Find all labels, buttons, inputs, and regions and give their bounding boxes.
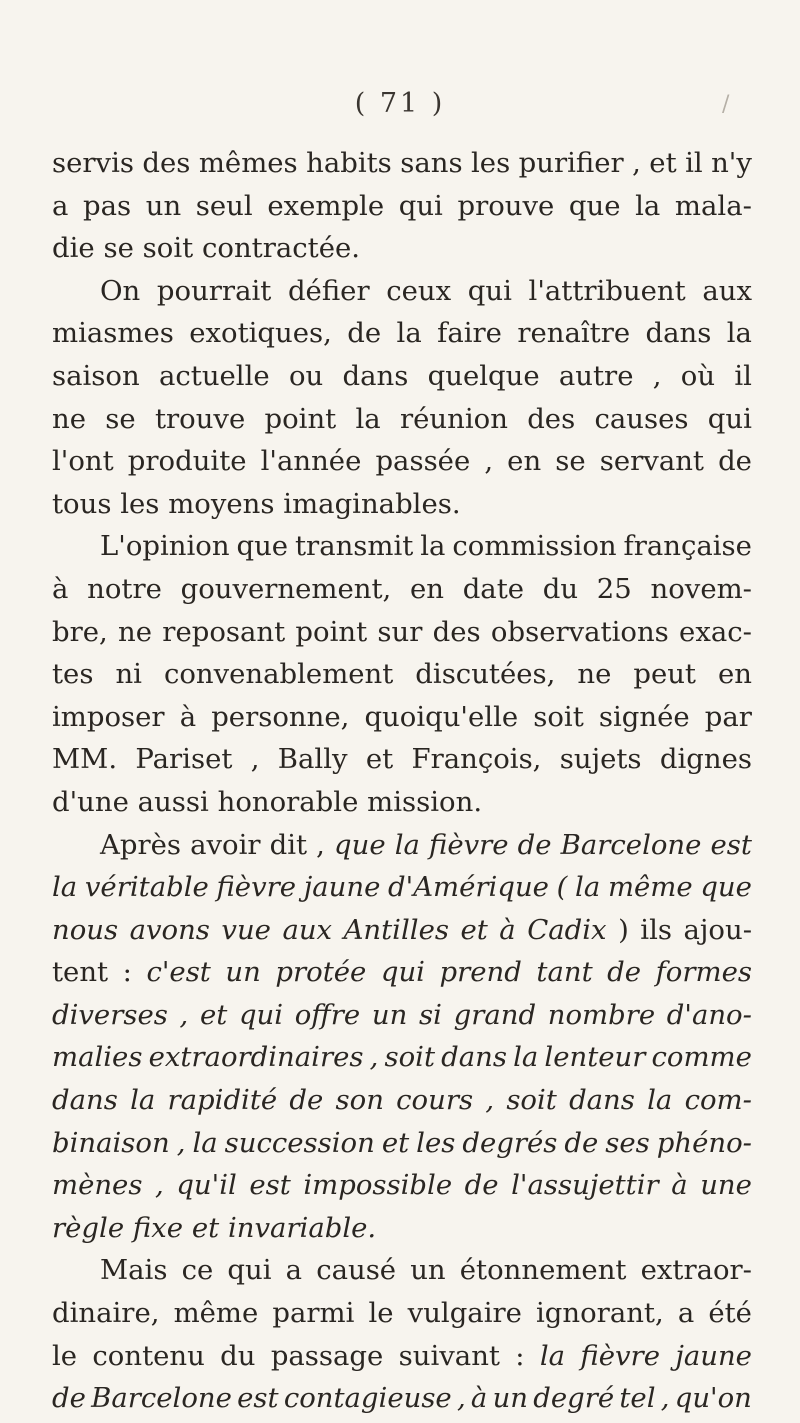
word: la: [355, 402, 381, 435]
word: ou: [288, 359, 324, 392]
italic-word: tel: [619, 1382, 656, 1415]
word: parmi: [272, 1297, 355, 1330]
italic-word: ,: [456, 1382, 466, 1415]
italic-word: d'Amérique: [388, 871, 549, 904]
word: ne: [52, 402, 86, 435]
italic-word: qui: [380, 956, 425, 989]
text-line: [52, 869, 752, 906]
word: d'une: [52, 785, 129, 818]
italic-word: la: [394, 828, 420, 861]
italic-word: impossible: [303, 1169, 453, 1202]
word: moyens: [168, 487, 275, 520]
italic-word: comme: [651, 1041, 752, 1074]
page-number: ( 71 ): [354, 88, 446, 119]
word: peut: [633, 658, 696, 691]
italic-word: un: [225, 956, 261, 989]
word: aussi: [137, 785, 209, 818]
word: personne,: [211, 700, 350, 733]
italic-word: fièvre: [216, 871, 297, 904]
word: tes: [52, 658, 94, 691]
word: de: [718, 445, 752, 478]
word: commission: [452, 530, 617, 563]
word: servant: [599, 445, 704, 478]
italic-word: c'est: [146, 956, 211, 989]
text-line: [52, 699, 752, 736]
italic-word: Barcelone: [560, 828, 702, 861]
word: On: [100, 274, 141, 307]
text-line: [52, 1167, 752, 1204]
italic-word: com-: [684, 1084, 752, 1117]
word: en: [717, 658, 752, 691]
text-line: [52, 358, 752, 395]
word: L'opinion: [100, 530, 230, 563]
italic-word: degrés: [462, 1126, 558, 1159]
italic-word: fièvre: [580, 1339, 660, 1372]
word: à: [52, 572, 69, 605]
italic-word: soit: [506, 1084, 557, 1117]
word: qui: [707, 402, 752, 435]
word: ajou-: [683, 913, 752, 946]
word: tent: [52, 956, 109, 989]
body-text: [52, 145, 752, 1423]
italic-word: nombre: [547, 998, 656, 1031]
italic-word: tant: [536, 956, 593, 989]
word: la: [420, 530, 446, 563]
word: ,: [484, 445, 494, 478]
italic-word: avons: [129, 913, 210, 946]
word: :: [122, 956, 132, 989]
italic-word: de: [517, 828, 552, 861]
word: que: [236, 530, 289, 563]
word: causes: [594, 402, 689, 435]
word: en: [409, 572, 444, 605]
word: étonnement: [459, 1254, 627, 1287]
corner-mark: /: [722, 92, 730, 117]
word: ne: [577, 658, 612, 691]
italic-word: ,: [155, 1169, 164, 1202]
word: les: [120, 487, 160, 520]
text-line: [52, 315, 752, 352]
italic-word: un: [371, 998, 408, 1031]
italic-word: qu'on: [674, 1382, 752, 1415]
word: dignes: [659, 743, 752, 776]
word: passage: [270, 1339, 384, 1372]
italic-word: la: [513, 1041, 539, 1074]
word: quoiqu'elle: [364, 700, 519, 733]
italic-word: de: [289, 1084, 324, 1117]
italic-word: son: [335, 1084, 384, 1117]
italic-word: jaune: [303, 871, 381, 904]
word: a: [677, 1297, 695, 1330]
italic-word: si: [419, 998, 442, 1031]
text-line: [52, 401, 752, 438]
word: ,: [250, 743, 260, 776]
italic-word: jaune: [675, 1339, 752, 1372]
word: les: [471, 147, 511, 179]
italic-word: une: [700, 1169, 752, 1202]
text-line: [52, 1252, 752, 1289]
italic-word: Antilles: [343, 913, 449, 946]
word: MM.: [52, 743, 118, 776]
italic-word: ,: [660, 1382, 670, 1415]
word: imposer: [52, 700, 165, 733]
word: actuelle: [158, 359, 270, 392]
word: soit: [142, 232, 194, 265]
word: Bally: [277, 743, 348, 776]
italic-word: est: [710, 828, 752, 861]
word: aux: [702, 274, 752, 307]
word: a: [52, 189, 69, 222]
italic-word: formes: [655, 956, 752, 989]
word: l'ont: [52, 445, 114, 478]
word: extraor-: [640, 1254, 752, 1287]
word: seul: [195, 189, 253, 222]
word: défier: [287, 274, 370, 307]
word: mêmes: [198, 147, 298, 179]
text-line: [52, 1125, 752, 1162]
italic-word: ,: [369, 1041, 379, 1074]
text-line: [52, 784, 752, 821]
italic-word: et: [460, 913, 488, 946]
italic-word: nous: [52, 913, 119, 946]
word: le: [52, 1339, 78, 1372]
word: prouve: [457, 189, 555, 222]
word: exac-: [679, 615, 752, 648]
word: par: [704, 700, 752, 733]
italic-word: dans: [52, 1084, 118, 1117]
word: trouve: [154, 402, 246, 435]
word: faire: [437, 317, 502, 350]
italic-word: cours: [396, 1084, 474, 1117]
italic-word: Cadix: [527, 913, 607, 946]
word: ): [618, 913, 629, 946]
word: point: [264, 402, 337, 435]
word: ignorant,: [536, 1297, 664, 1330]
italic-word: grand: [453, 998, 537, 1031]
italic-word: de: [607, 956, 642, 989]
word: un: [145, 189, 182, 222]
italic-word: extraordinaires: [148, 1041, 364, 1074]
italic-word: dans: [569, 1084, 635, 1117]
text-line: [52, 145, 752, 182]
word: des: [142, 147, 191, 179]
word: de: [347, 317, 382, 350]
word: ce: [181, 1254, 214, 1287]
word: reposant: [162, 615, 286, 648]
word: la: [635, 189, 661, 222]
italic-word: contagieuse: [283, 1382, 452, 1415]
word: suivant: [398, 1339, 500, 1372]
italic-word: qui: [238, 998, 284, 1031]
word: ni: [115, 658, 142, 691]
word: même: [173, 1297, 259, 1330]
italic-word: la: [647, 1084, 673, 1117]
italic-word: ,: [485, 1084, 495, 1117]
word: observations: [490, 615, 669, 648]
word: soit: [533, 700, 584, 733]
italic-word: prend: [439, 956, 522, 989]
word: honorable: [217, 785, 359, 818]
word: transmit: [295, 530, 414, 563]
word: qui: [467, 274, 512, 307]
italic-word: et: [381, 1126, 410, 1159]
text-line: [52, 273, 752, 310]
italic-word: vue: [221, 913, 271, 946]
word: imaginables.: [283, 487, 461, 520]
word: convenablement: [163, 658, 394, 691]
italic-word: ses: [605, 1126, 650, 1159]
word: réunion: [400, 402, 508, 435]
italic-word: l'assujettir: [511, 1169, 659, 1202]
italic-word: aux: [282, 913, 333, 946]
word: point: [295, 615, 368, 648]
word: ne: [118, 615, 153, 648]
italic-word: un: [492, 1382, 528, 1415]
italic-word: est: [249, 1169, 291, 1202]
word: renaître: [517, 317, 631, 350]
word: le: [368, 1297, 394, 1330]
word: n'y: [711, 147, 752, 179]
word: habits: [306, 147, 392, 179]
text-line: [52, 1338, 752, 1375]
text-line: [52, 486, 752, 523]
text-line: [52, 954, 752, 991]
word: Après: [100, 828, 181, 861]
italic-word: que: [334, 828, 386, 861]
italic-word: même: [607, 871, 693, 904]
italic-word: d'ano-: [666, 998, 752, 1031]
word: mission.: [367, 785, 483, 818]
italic-word: règle: [52, 1211, 125, 1244]
word: produite: [127, 445, 247, 478]
italic-word: à: [470, 1382, 488, 1415]
word: se: [555, 445, 586, 478]
italic-word: la: [575, 871, 601, 904]
word: l'attribuent: [528, 274, 686, 307]
italic-word: degré: [533, 1382, 615, 1415]
word: qui: [227, 1254, 272, 1287]
text-line: [52, 912, 752, 949]
word: Pariset: [135, 743, 233, 776]
italic-word: et: [199, 998, 228, 1031]
word: purifier: [518, 147, 624, 179]
italic-word: invariable.: [227, 1211, 377, 1244]
italic-word: les: [416, 1126, 456, 1159]
italic-word: la: [192, 1126, 218, 1159]
word: signée: [598, 700, 690, 733]
word: ,: [316, 828, 325, 861]
italic-word: véritable: [84, 871, 209, 904]
word: sujets: [559, 743, 642, 776]
word: été: [708, 1297, 752, 1330]
word: mala-: [674, 189, 752, 222]
text-line: [52, 528, 752, 565]
word: française: [623, 530, 752, 563]
word: se: [105, 402, 136, 435]
word: vulgaire: [407, 1297, 522, 1330]
text-line: [52, 1210, 752, 1247]
word: qui: [398, 189, 443, 222]
word: sur: [377, 615, 423, 648]
word: se: [103, 232, 134, 265]
word: tous: [52, 487, 112, 520]
text-line: [52, 1039, 752, 1076]
word: François,: [411, 743, 542, 776]
text-line: [52, 614, 752, 651]
italic-word: ,: [179, 998, 189, 1031]
italic-word: rapidité: [167, 1084, 278, 1117]
word: passée: [375, 445, 471, 478]
word: 25: [596, 572, 632, 605]
word: l'année: [260, 445, 362, 478]
italic-word: la: [539, 1339, 566, 1372]
word: un: [410, 1254, 446, 1287]
italic-word: fièvre: [429, 828, 509, 861]
italic-word: binaison: [52, 1126, 170, 1159]
italic-word: fixe: [132, 1211, 184, 1244]
word: a: [285, 1254, 303, 1287]
word: exemple: [267, 189, 385, 222]
word: die: [52, 232, 95, 265]
word: :: [515, 1339, 525, 1372]
italic-word: de: [52, 1382, 86, 1415]
text-line: [52, 997, 752, 1034]
word: date: [462, 572, 525, 605]
word: pas: [83, 189, 132, 222]
word: avoir: [190, 828, 261, 861]
text-line: [52, 443, 752, 480]
text-line: [52, 741, 752, 778]
word: causé: [316, 1254, 397, 1287]
word: ,: [632, 147, 641, 179]
word: où: [680, 359, 716, 392]
word: gouvernement,: [180, 572, 392, 605]
italic-word: phéno-: [656, 1126, 752, 1159]
word: ils: [640, 913, 672, 946]
word: du: [542, 572, 579, 605]
word: il: [685, 147, 703, 179]
word: que: [568, 189, 621, 222]
word: Mais: [100, 1254, 168, 1287]
italic-word: Barcelone: [91, 1382, 232, 1415]
word: dinaire,: [52, 1297, 160, 1330]
text-line: [52, 827, 752, 864]
text-line: [52, 230, 752, 267]
word: et: [649, 147, 677, 179]
word: dit: [269, 828, 308, 861]
italic-word: offre: [294, 998, 361, 1031]
italic-word: ,: [176, 1126, 186, 1159]
italic-word: mènes: [52, 1169, 143, 1202]
word: saison: [52, 359, 140, 392]
italic-word: et: [191, 1211, 220, 1244]
word: dans: [645, 317, 712, 350]
italic-word: que: [700, 871, 752, 904]
italic-word: diverses: [52, 998, 168, 1031]
italic-word: est: [237, 1382, 279, 1415]
word: en: [507, 445, 542, 478]
word: miasmes: [52, 317, 174, 350]
word: ceux: [386, 274, 452, 307]
italic-word: (: [556, 871, 568, 904]
word: et: [365, 743, 394, 776]
word: des: [432, 615, 481, 648]
word: il: [734, 359, 752, 392]
italic-word: dans: [441, 1041, 507, 1074]
word: bre,: [52, 615, 108, 648]
italic-word: qu'il: [176, 1169, 237, 1202]
text-line: [52, 188, 752, 225]
word: sans: [400, 147, 463, 179]
italic-word: soit: [384, 1041, 436, 1074]
text-line: [52, 1380, 752, 1417]
word: pourrait: [156, 274, 272, 307]
italic-word: de: [564, 1126, 599, 1159]
word: servis: [52, 147, 134, 179]
word: notre: [87, 572, 162, 605]
word: exotiques,: [189, 317, 332, 350]
italic-word: la: [52, 871, 78, 904]
word: la: [396, 317, 422, 350]
word: contractée.: [201, 232, 360, 265]
word: contenu: [92, 1339, 205, 1372]
word: dans: [342, 359, 409, 392]
text-line: [52, 656, 752, 693]
word: à: [179, 700, 197, 733]
word: novem-: [650, 572, 752, 605]
italic-word: à: [499, 913, 516, 946]
italic-word: protée: [275, 956, 367, 989]
word: autre: [558, 359, 634, 392]
word: du: [220, 1339, 256, 1372]
italic-word: la: [130, 1084, 156, 1117]
text-line: [52, 571, 752, 608]
word: des: [527, 402, 576, 435]
italic-word: à: [671, 1169, 688, 1202]
text-line: [52, 1082, 752, 1119]
word: ,: [652, 359, 662, 392]
word: la: [726, 317, 752, 350]
word: quelque: [427, 359, 540, 392]
italic-word: de: [464, 1169, 499, 1202]
text-line: [52, 1295, 752, 1332]
italic-word: lenteur: [544, 1041, 646, 1074]
word: discutées,: [415, 658, 556, 691]
italic-word: malies: [52, 1041, 143, 1074]
italic-word: succession: [224, 1126, 375, 1159]
